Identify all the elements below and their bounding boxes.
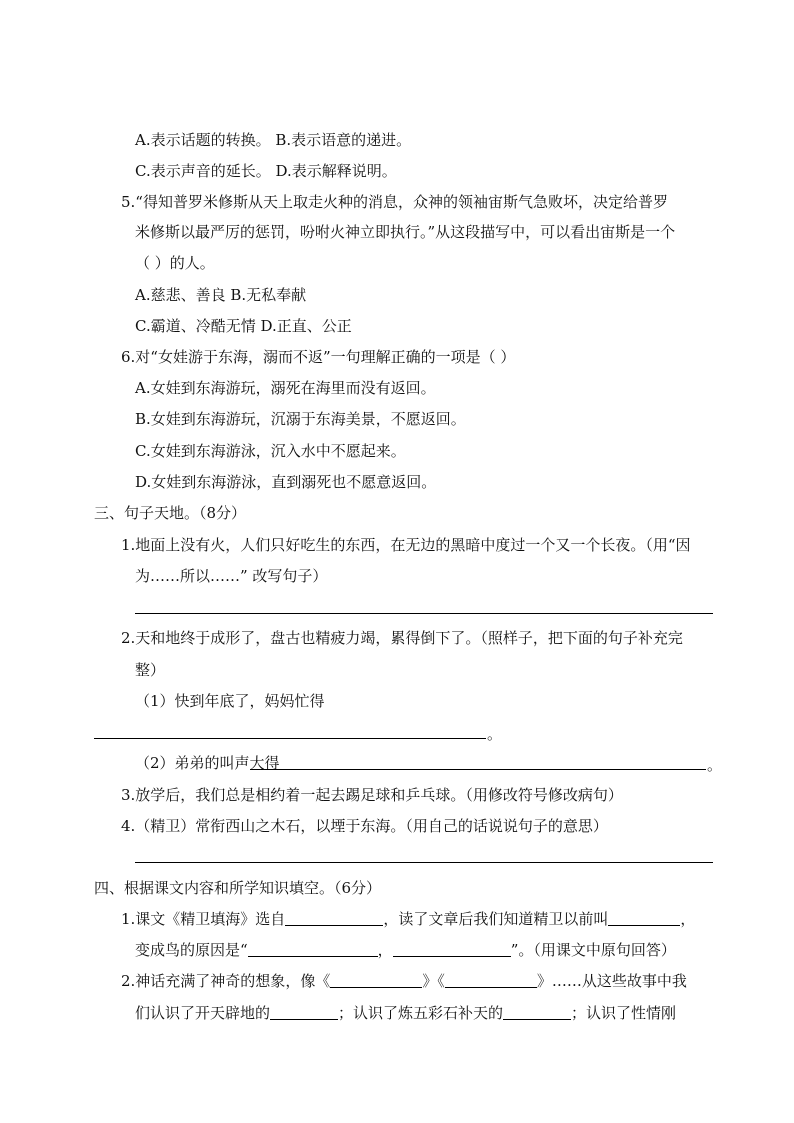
s3-q1-answer-line[interactable] bbox=[135, 613, 713, 614]
s4-q1-text-c: ， bbox=[680, 910, 696, 928]
s3-q3: 3.放学后，我们总是相约着一起去踢足球和乒乓球。（用修改符号修改病句） bbox=[121, 786, 623, 804]
s4-q2-line2 bbox=[135, 1003, 676, 1023]
q6-option-c: C.女娃到东海游泳，沉入水中不愿起来。 bbox=[135, 442, 406, 460]
s3-q2-line1: 2.天和地终于成形了，盘古也精疲力竭，累得倒下了。（照样子，把下面的句子补充完 bbox=[121, 629, 683, 647]
s3-q2-sub2: （2）弟弟的叫声大得 bbox=[135, 754, 280, 772]
s4-q2-text-b: 》《 bbox=[422, 972, 445, 990]
s4-q1-blank-former-name[interactable] bbox=[608, 911, 680, 926]
q5-options-ab: A.慈悲、善良 B.无私奉献 bbox=[135, 286, 307, 304]
s3-q2-sub1: （1）快到年底了，妈妈忙得 bbox=[135, 692, 325, 710]
s3-q2-sub1-period: 。 bbox=[487, 725, 503, 743]
s3-q2-sub2-answer-line[interactable] bbox=[250, 769, 706, 770]
s4-q2-blank-story-1[interactable] bbox=[330, 973, 422, 988]
s3-q1-line1: 1.地面上没有火，人们只好吃生的东西，在无边的黑暗中度过一个又一个长夜。（用“因 bbox=[121, 536, 691, 554]
s4-q2-text-a: 2.神话充满了神奇的想象，像《 bbox=[121, 972, 331, 990]
q5-stem-line1: 5.“得知普罗米修斯从天上取走火种的消息，众神的领袖宙斯气急败坏，决定给普罗 bbox=[121, 193, 668, 211]
q5-stem-line2: 米修斯以最严厉的惩罚，吩咐火神立即执行。”从这段描写中，可以看出宙斯是一个 bbox=[135, 223, 676, 241]
s4-q1-line2 bbox=[135, 940, 676, 960]
q5-options-cd: C.霸道、冷酷无情 D.正直、公正 bbox=[135, 317, 352, 335]
q6-option-d: D.女娃到东海游泳，直到溺死也不愿意返回。 bbox=[135, 473, 437, 491]
s4-q1-line1 bbox=[121, 909, 695, 929]
s3-q4: 4.（精卫）常衔西山之木石，以堙于东海。（用自己的话说说句子的意思） bbox=[121, 817, 608, 835]
s4-q1-text-a: 1.课文《精卫填海》选自 bbox=[121, 910, 286, 928]
s3-q4-answer-line[interactable] bbox=[135, 862, 713, 863]
s3-q2-sub2-period: 。 bbox=[707, 756, 723, 774]
s4-q1-blank-source[interactable] bbox=[285, 911, 383, 926]
s4-q2-text-f: ；认识了性情刚 bbox=[571, 1004, 677, 1022]
s4-q2-line1 bbox=[121, 971, 687, 991]
q6-stem: 6.对“女娃游于东海，溺而不返”一句理解正确的一项是（ ） bbox=[121, 348, 516, 366]
section4-heading: 四、根据课文内容和所学知识填空。（6分） bbox=[94, 879, 382, 897]
section3-heading: 三、句子天地。（8分） bbox=[94, 504, 247, 522]
s4-q2-text-c: 》……从这些故事中我 bbox=[536, 972, 687, 990]
s4-q1-blank-reason-2[interactable] bbox=[393, 942, 511, 957]
s4-q2-blank-story-2[interactable] bbox=[445, 973, 537, 988]
s3-q2-sub1-answer-line[interactable] bbox=[94, 738, 486, 739]
s4-q2-text-d: 们认识了开天辟地的 bbox=[135, 1004, 271, 1022]
s4-q2-blank-hero-2[interactable] bbox=[503, 1005, 571, 1020]
q6-option-a: A.女娃到东海游玩，溺死在海里而没有返回。 bbox=[135, 379, 436, 397]
s3-q1-line2: 为……所以……” 改写句子） bbox=[135, 567, 328, 585]
s4-q1-text-f: ”。（用课文中原句回答） bbox=[510, 941, 676, 959]
q4-options-cd: C.表示声音的延长。 D.表示解释说明。 bbox=[135, 162, 397, 180]
q6-option-b: B.女娃到东海游玩，沉溺于东海美景，不愿返回。 bbox=[135, 410, 466, 428]
s4-q2-blank-hero-1[interactable] bbox=[270, 1005, 338, 1020]
q4-options-ab: A.表示话题的转换。 B.表示语意的递进。 bbox=[135, 131, 412, 149]
s4-q1-blank-reason-1[interactable] bbox=[248, 942, 378, 957]
s4-q1-text-d: 变成鸟的原因是“ bbox=[135, 941, 248, 959]
q5-stem-line3: （ ）的人。 bbox=[135, 254, 215, 272]
s4-q1-text-b: ，读了文章后我们知道精卫以前叫 bbox=[383, 910, 609, 928]
s4-q2-text-e: ；认识了炼五彩石补天的 bbox=[338, 1004, 504, 1022]
s3-q2-line2: 整） bbox=[135, 661, 166, 679]
s4-q1-text-e: ， bbox=[377, 941, 393, 959]
